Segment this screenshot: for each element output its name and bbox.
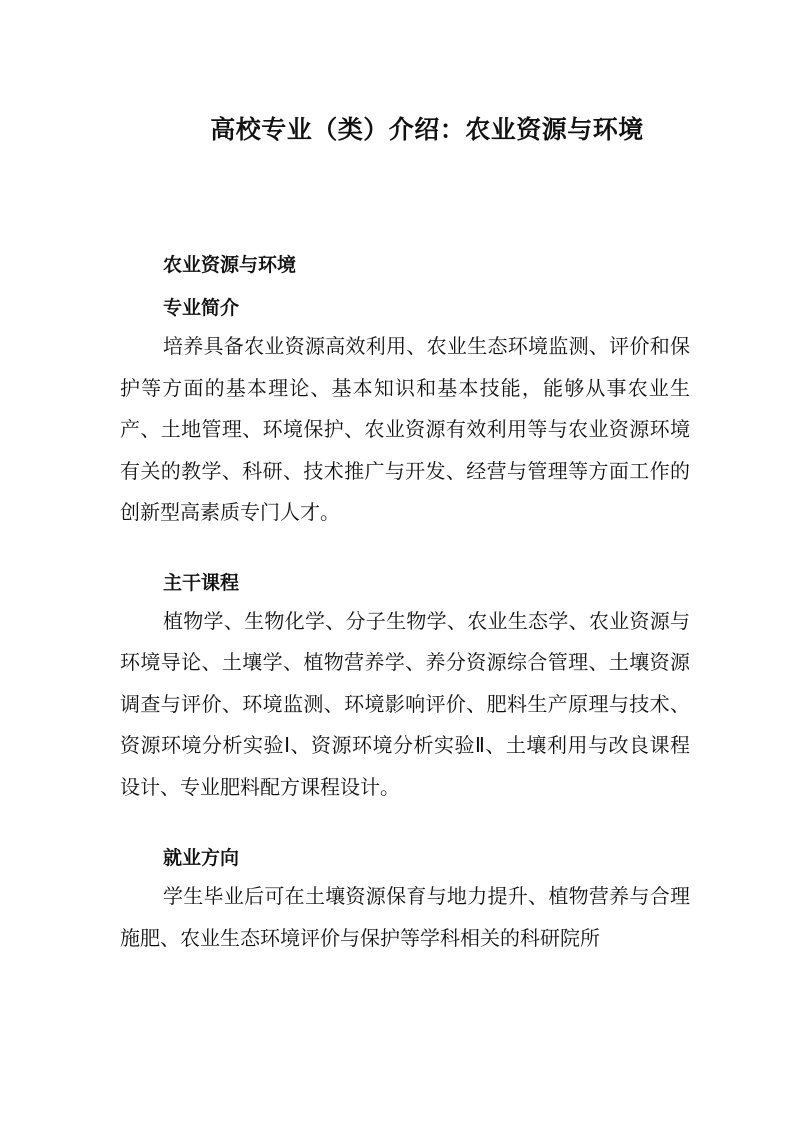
career-heading: 就业方向 [163,847,240,869]
courses-paragraph: 植物学、生物化学、分子生物学、农业生态学、农业资源与环境导论、土壤学、植物营养学、养分资源综合管理、土壤资源调查与评价、环境监测、环境影响评价、肥料生产原理与技术、资源环境分析实验Ⅰ、资源环境分析实验Ⅱ、土壤利用与改良课程设计、专业肥料配方课程设计。 [120,608,690,799]
career-paragraph: 学生毕业后可在土壤资源保育与地力提升、植物营养与合理施肥、农业生态环境评价与保护等学科相关的科研院所 [120,884,690,950]
courses-heading: 主干课程 [163,571,240,594]
document-body [120,247,690,959]
major-name-heading: 农业资源与环境 [163,254,297,276]
intro-heading: 专业简介 [163,297,240,319]
intro-paragraph: 培养具备农业资源高效利用、农业生态环境监测、评价和保护等方面的基本理论、基本知识和基本技能，能够从事农业生产、土地管理、环境保护、农业资源有效利用等与农业资源环境有关的教学、科研、技术推广与开发、经营与管理等方面工作的创新型高素质专门人才。 [120,334,690,524]
document-title: 高校专业（类）介绍：农业资源与环境 [210,115,644,144]
